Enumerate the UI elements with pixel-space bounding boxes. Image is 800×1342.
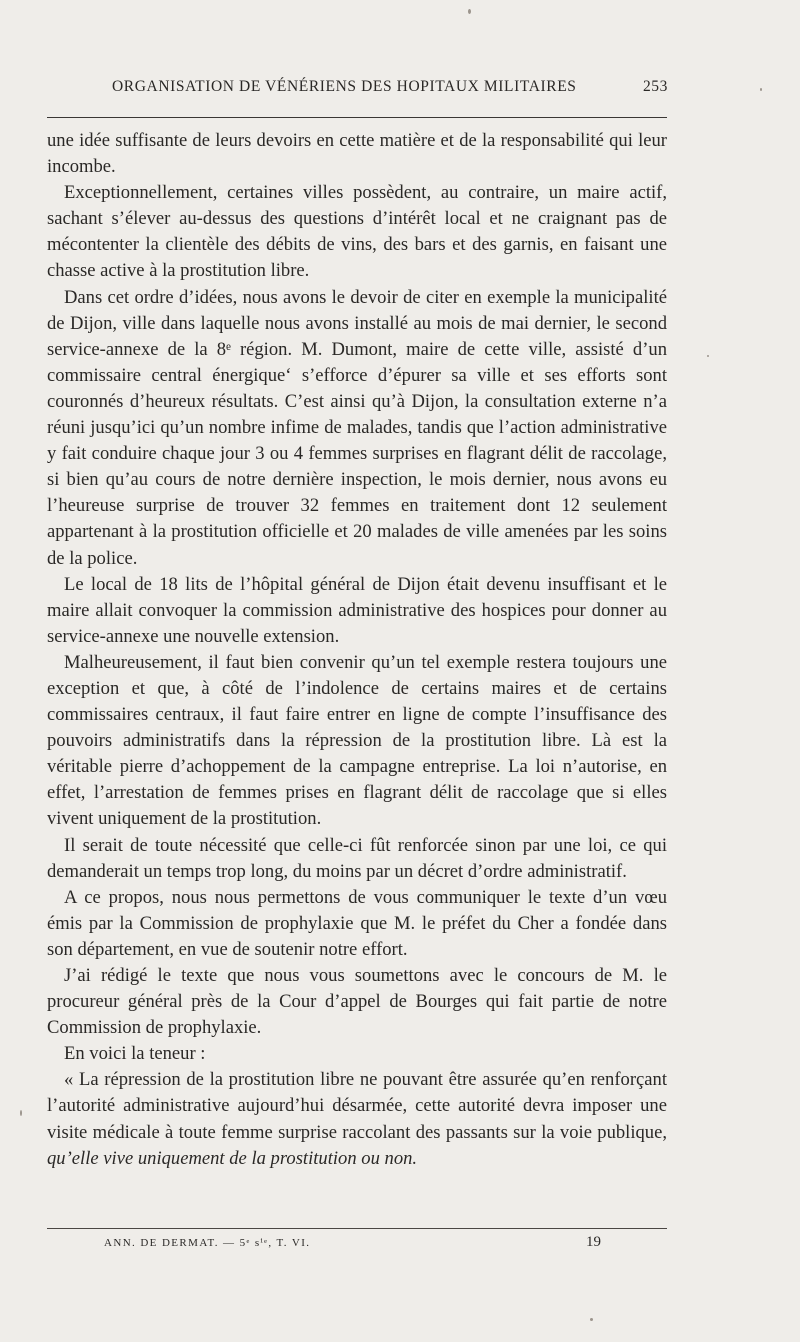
- speck: [590, 1318, 593, 1321]
- speck: [707, 355, 709, 357]
- running-title: ORGANISATION DE VÉNÉRIENS DES HOPITAUX MILITAIRES: [112, 78, 577, 95]
- paragraph: Malheureusement, il faut bien convenir qu’un tel exemple restera toujours une exception et que, à côté de l’indolence de certains maires et de certains commissaires centraux, il faut faire entrer en ligne de compte l’insuffisance des pouvoirs administratifs dans la répression de la prostitution libre. Là est la véritable pierre d’achoppement de la campagne entreprise. La loi n’autorise, en effet, l’arrestation de femmes prises en flagrant délit de raccolage que si elles vivent uniquement de la prostitution.: [47, 651, 667, 830]
- paragraph: En voici la teneur :: [64, 1043, 206, 1065]
- sheet-number: 19: [586, 1234, 601, 1250]
- quote-italic-tail: qu’elle vive uniquement de la prostitution ou non.: [47, 1147, 418, 1169]
- paragraph: Dans cet ordre d’idées, nous avons le devoir de citer en exemple la municipalité de Dijon, ville dans laquelle nous avons installé au mois de mai dernier, le second service-annexe de la 8ᵉ région. M. Dumont, maire de cette ville, assisté d’un commissaire central énergique‘ s’efforce d’épurer sa ville et ses efforts sont couronnés d’heureux résultats. C’est ainsi qu’à Dijon, la consultation externe n’a réuni jusqu’ici qu’un nombre infime de malades, tandis que l’action administrative y fait conduire chaque jour 3 ou 4 femmes surprises en flagrant délit de raccolage, si bien qu’au cours de notre dernière inspection, le mois dernier, nous avons eu l’heureuse surprise de trouver 32 femmes en traitement dont 12 seulement appartenant à la prostitution officielle et 20 malades de ville amenées par les soins de la police.: [47, 286, 667, 569]
- paragraph: une idée suffisante de leurs devoirs en cette matière et de la responsabilité qui leur incombe.: [47, 130, 667, 178]
- page-number: 253: [642, 78, 668, 95]
- quote-text: « La répression de la prostitution libre ne pouvant être assurée qu’en renforçant l’autorité administrative aujourd’hui désarmée, cette autorité devra imposer une visite médicale à toute femme surprise raccolant des passants sur la voie publique,: [47, 1069, 667, 1143]
- body-text: [47, 128, 667, 1172]
- header-rule: [47, 117, 667, 118]
- speck: [468, 9, 471, 14]
- speck: [20, 1110, 22, 1116]
- footer: [104, 1234, 601, 1251]
- footer-rule: [47, 1228, 667, 1229]
- quoted-resolution: [47, 1067, 667, 1171]
- paragraph: J’ai rédigé le texte que nous vous soumettons avec le concours de M. le procureur général près de la Cour d’appel de Bourges qui fait partie de notre Commission de prophylaxie.: [47, 965, 667, 1039]
- paragraph: Le local de 18 lits de l’hôpital général de Dijon était devenu insuffisant et le maire allait convoquer la commission administrative des hospices pour donner au service-annexe une nouvelle extension.: [47, 573, 667, 647]
- paragraph: Il serait de toute nécessité que celle-ci fût renforcée sinon par une loi, ce qui demanderait un temps trop long, du moins par un décret d’ordre administratif.: [47, 834, 667, 882]
- paragraph: Exceptionnellement, certaines villes possèdent, au contraire, un maire actif, sachant s’élever au-dessus des questions d’intérêt local et ne craignant pas de mécontenter la clientèle des débits de vins, des bars et des garnis, en faisant une chasse active à la prostitution libre.: [47, 182, 667, 282]
- printer-signature: ANN. DE DERMAT. — 5ᵉ sⁱᵉ, T. VI.: [104, 1237, 311, 1249]
- paragraph: A ce propos, nous nous permettons de vous communiquer le texte d’un vœu émis par la Commission de prophylaxie que M. le préfet du Cher a fondée dans son département, en vue de soutenir notre effort.: [47, 886, 667, 960]
- speck: [760, 88, 762, 91]
- running-head: [112, 78, 668, 96]
